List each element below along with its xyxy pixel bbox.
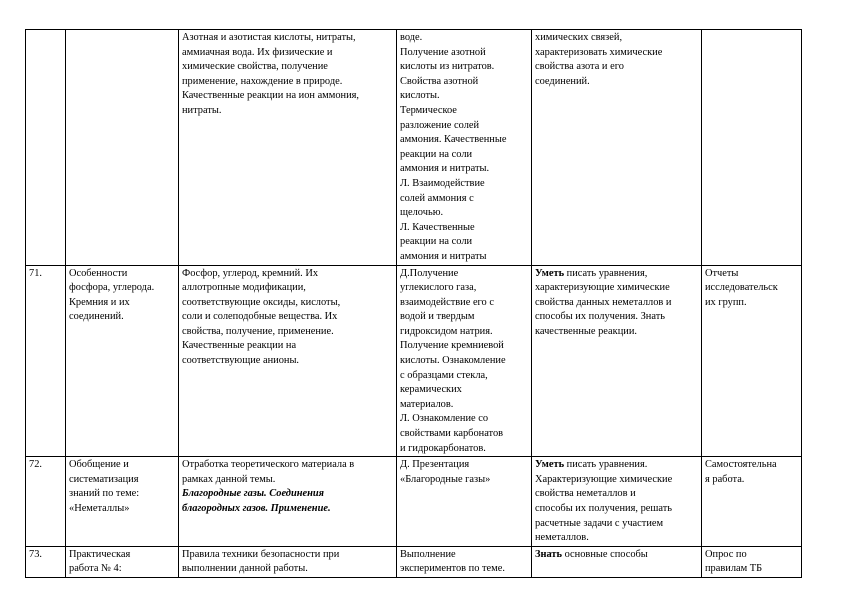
- lesson-experiment-cell: [397, 30, 532, 266]
- requirements-first-line: [535, 458, 698, 473]
- control-line: Отчеты: [705, 267, 739, 279]
- experiment-line: «Благородные газы»: [400, 473, 491, 485]
- requirements-first-text: писать уравнения.: [564, 459, 648, 471]
- experiment-line: водой и твердым: [400, 311, 475, 323]
- lesson-number: 72.: [29, 459, 42, 471]
- requirements-first-line: [535, 548, 698, 563]
- content-line: Азотная и азотистая кислоты, нитраты,: [182, 32, 356, 43]
- content-line: применение, нахождение в природе.: [182, 75, 343, 87]
- lesson-requirements-cell: [532, 546, 702, 577]
- experiment-line: взаимодействие его с: [400, 296, 494, 308]
- experiment-line: свойствами карбонатов: [400, 428, 504, 440]
- requirements-line: качественные реакции.: [535, 325, 637, 337]
- lesson-control-cell: [702, 546, 802, 577]
- experiment-line: Д. Презентация: [400, 459, 470, 471]
- control-line: Самостоятельна: [705, 459, 777, 471]
- experiment-line: Л. Качественные: [400, 221, 475, 233]
- experiment-line: воде.: [400, 32, 423, 43]
- topic-line: систематизация: [69, 473, 139, 485]
- table-row: [26, 30, 802, 266]
- experiment-line: Получение азотной: [400, 46, 486, 58]
- lesson-number-cell: [26, 30, 66, 266]
- experiment-line: гидроксидом натрия.: [400, 325, 493, 337]
- lesson-control-cell: [702, 30, 802, 266]
- content-line: соответствующие оксиды, кислоты,: [182, 296, 341, 308]
- requirements-first-text: писать уравнения,: [564, 267, 648, 279]
- lesson-requirements-cell: [532, 30, 702, 266]
- experiment-line: реакции на соли: [400, 148, 473, 160]
- experiment-line: и гидрокарбонатов.: [400, 442, 486, 454]
- table-row: [26, 265, 802, 457]
- content-line: свойства, получение, применение.: [182, 325, 334, 337]
- topic-line: Практическая: [69, 548, 131, 560]
- content-line: Качественные реакции на: [182, 340, 297, 352]
- requirements-line: способы их получения, решать: [535, 503, 673, 514]
- experiment-line: кислоты.: [400, 90, 440, 102]
- experiment-line: кислоты. Ознакомление: [400, 355, 506, 367]
- requirements-line: свойства неметаллов и: [535, 488, 636, 500]
- lesson-number: 71.: [29, 267, 42, 279]
- requirements-line: соединений.: [535, 75, 590, 87]
- experiment-line: разложение солей: [400, 119, 480, 131]
- experiment-line: солей аммония с: [400, 192, 474, 204]
- control-line: Опрос по: [705, 548, 747, 560]
- content-line: аммиачная вода. Их физические и: [182, 46, 333, 58]
- experiment-line: аммония и нитраты: [400, 250, 487, 262]
- topic-line: Обобщение и: [69, 459, 129, 471]
- lesson-topic-cell: [66, 30, 179, 266]
- requirements-line: химических связей,: [535, 32, 623, 43]
- lesson-plan-table: [25, 29, 802, 578]
- lesson-number-cell: [26, 546, 66, 577]
- experiment-line: кислоты из нитратов.: [400, 61, 495, 73]
- requirements-line: свойства данных неметаллов и: [535, 296, 672, 308]
- lesson-content-cell: [179, 457, 397, 547]
- lesson-content-cell: [179, 30, 397, 266]
- lesson-topic-cell: [66, 265, 179, 457]
- requirements-line: характеризующие химические: [535, 282, 670, 294]
- lesson-content-cell: [179, 546, 397, 577]
- control-line: их групп.: [705, 296, 747, 308]
- lesson-topic-cell: [66, 457, 179, 547]
- requirements-first-text: основные способы: [562, 548, 648, 560]
- requirements-lead-word: Уметь: [535, 267, 565, 279]
- content-line: Фосфор, углерод, кремний. Их: [182, 267, 319, 279]
- lesson-number-cell: [26, 457, 66, 547]
- experiment-line: щелочью.: [400, 207, 444, 219]
- experiment-line: Л. Ознакомление со: [400, 413, 489, 425]
- topic-line: работа № 4:: [69, 563, 122, 575]
- content-line: аллотропные модификации,: [182, 282, 306, 294]
- experiment-line: Выполнение: [400, 548, 456, 560]
- topic-line: «Неметаллы»: [69, 503, 130, 514]
- experiment-line: Получение кремниевой: [400, 340, 504, 352]
- lesson-control-cell: [702, 457, 802, 547]
- requirements-line: расчетные задачи с участием: [535, 517, 664, 529]
- experiment-line: Л. Взаимодействие: [400, 177, 485, 189]
- experiment-line: экспериментов по теме.: [400, 563, 505, 575]
- lesson-control-cell: [702, 265, 802, 457]
- lesson-topic-cell: [66, 546, 179, 577]
- requirements-line: Характеризующие химические: [535, 473, 673, 485]
- lesson-number-cell: [26, 265, 66, 457]
- experiment-line: углекислого газа,: [400, 282, 477, 294]
- content-emphasis-line: Благородные газы. Соединения: [182, 488, 325, 500]
- topic-line: фосфора, углерода.: [69, 282, 155, 294]
- content-line: рамках данной темы.: [182, 473, 276, 485]
- topic-line: Кремния и их: [69, 296, 130, 308]
- requirements-lead-word: Знать: [535, 548, 562, 560]
- lesson-requirements-cell: [532, 265, 702, 457]
- table-row: [26, 457, 802, 547]
- topic-line: соединений.: [69, 311, 124, 323]
- lesson-requirements-cell: [532, 457, 702, 547]
- lesson-experiment-cell: [397, 546, 532, 577]
- control-line: правилам ТБ: [705, 563, 763, 575]
- requirements-line: способы их получения. Знать: [535, 311, 665, 323]
- lesson-experiment-cell: [397, 265, 532, 457]
- table-row: [26, 546, 802, 577]
- content-line: соответствующие анионы.: [182, 355, 300, 367]
- content-line: Правила техники безопасности при: [182, 548, 340, 560]
- experiment-line: аммония. Качественные: [400, 134, 507, 146]
- requirements-lead-word: Уметь: [535, 459, 565, 471]
- content-line: выполнении данной работы.: [182, 563, 308, 575]
- content-emphasis-line: благородных газов. Применение.: [182, 503, 331, 514]
- content-line: соли и солеподобные вещества. Их: [182, 311, 338, 323]
- content-line: Отработка теоретического материала в: [182, 459, 355, 471]
- experiment-line: Термическое: [400, 104, 457, 116]
- topic-line: Особенности: [69, 267, 128, 279]
- requirements-line: неметаллов.: [535, 532, 589, 544]
- requirements-line: свойства азота и его: [535, 61, 624, 73]
- content-line: нитраты.: [182, 104, 222, 116]
- experiment-line: аммония и нитраты.: [400, 163, 490, 175]
- experiment-line: реакции на соли: [400, 236, 473, 248]
- lesson-number: 73.: [29, 548, 42, 560]
- control-line: я работа.: [705, 473, 745, 485]
- requirements-line: характеризовать химические: [535, 46, 663, 58]
- lesson-experiment-cell: [397, 457, 532, 547]
- lesson-content-cell: [179, 265, 397, 457]
- experiment-line: керамических: [400, 384, 462, 396]
- experiment-line: с образцами стекла,: [400, 369, 488, 381]
- experiment-line: материалов.: [400, 398, 454, 410]
- control-line: исследовательск: [705, 282, 778, 294]
- topic-line: знаний по теме:: [69, 488, 140, 500]
- content-line: химические свойства, получение: [182, 61, 328, 73]
- experiment-line: Д.Получение: [400, 267, 459, 279]
- requirements-first-line: [535, 267, 698, 282]
- experiment-line: Свойства азотной: [400, 75, 479, 87]
- content-line: Качественные реакции на ион аммония,: [182, 90, 360, 102]
